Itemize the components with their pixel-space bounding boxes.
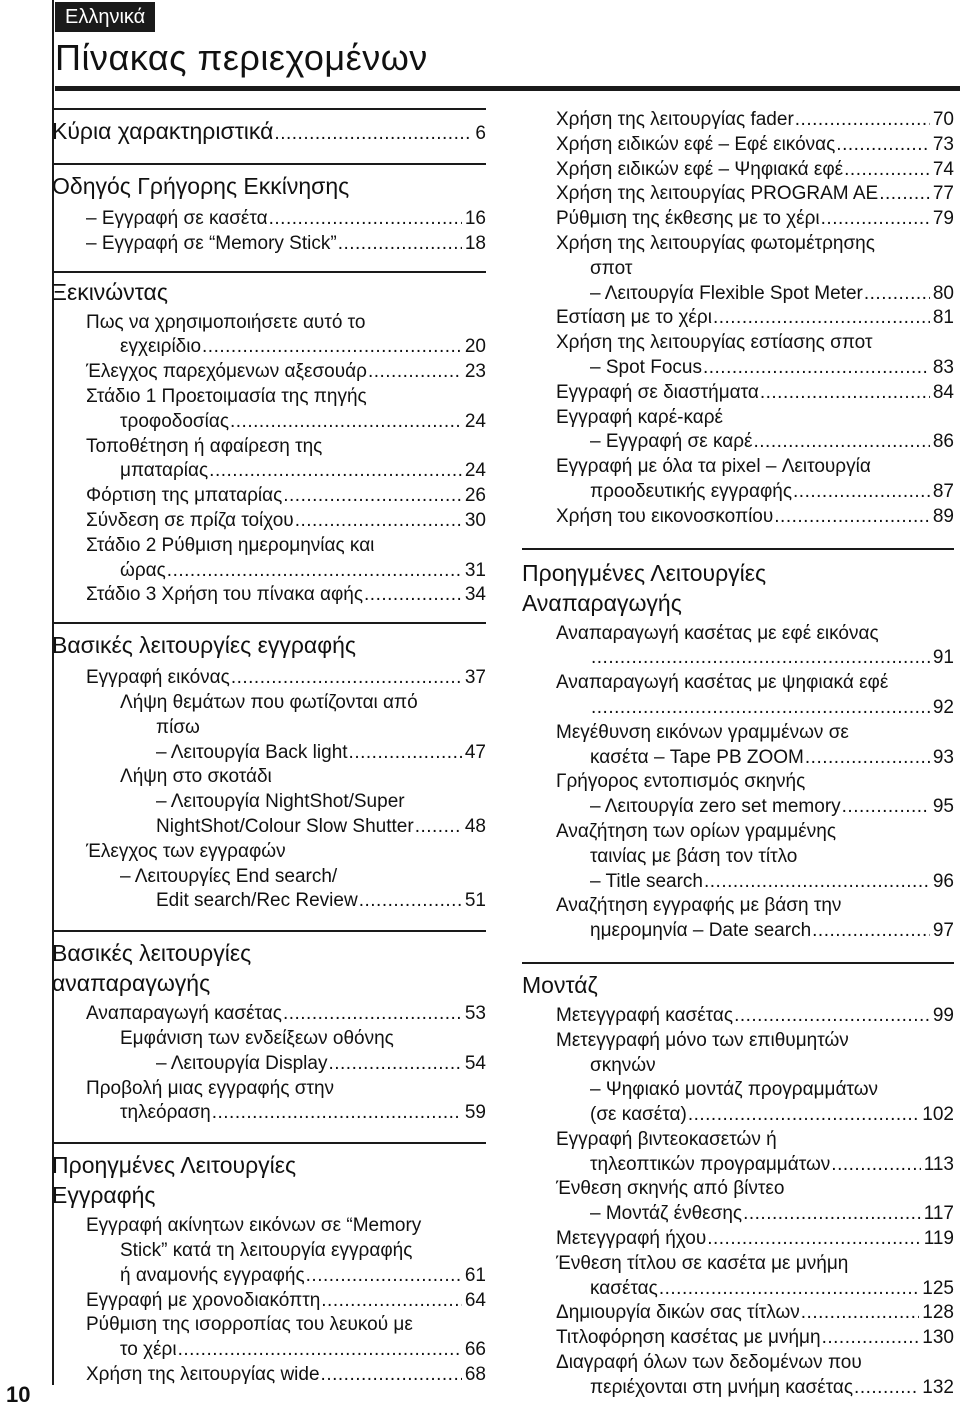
entry-text: τροφοδοσίας <box>120 410 229 432</box>
leader-dots <box>704 870 930 895</box>
entry-text: Λήψη θεμάτων που φωτίζονται από <box>120 691 418 713</box>
entry-text: Χρήση ειδικών εφέ – Εφέ εικόνας <box>556 133 836 155</box>
page-ref: 81 <box>932 307 954 329</box>
page-ref: 53 <box>464 1003 486 1025</box>
toc-entry <box>522 622 954 672</box>
leader-dots <box>306 1264 462 1289</box>
page-ref: 99 <box>932 1004 954 1026</box>
section-heading-text: Εγγραφής <box>52 1182 156 1209</box>
page-ref: 128 <box>922 1302 954 1324</box>
entry-text: – Λειτουργίες End search/ <box>120 865 338 887</box>
page-ref: 23 <box>464 361 486 383</box>
page-ref: 93 <box>932 746 954 768</box>
leader-dots <box>831 1153 920 1178</box>
page-ref: 73 <box>932 133 954 155</box>
page-ref: 79 <box>932 208 954 230</box>
toc-right-column <box>522 108 954 1401</box>
entry-text: Στάδιο 2 Ρύθμιση ημερομηνίας και <box>86 534 375 556</box>
entry-text: Χρήση ειδικών εφέ – Ψηφιακά εφέ <box>556 158 844 180</box>
leader-dots <box>591 696 930 721</box>
toc-entry <box>522 182 954 207</box>
leader-dots <box>659 1277 919 1302</box>
entry-text: Στάδιο 3 Χρήση του πίνακα αφής <box>86 584 364 606</box>
leader-dots <box>178 1338 462 1363</box>
entry-text: Ένθεση τίτλου σε κασέτα με μνήμη <box>556 1252 849 1274</box>
leader-dots <box>760 381 930 406</box>
toc-section <box>52 1142 486 1388</box>
page-ref: 102 <box>922 1104 954 1126</box>
section-heading <box>52 624 486 660</box>
entry-text: – Εγγραφή σε καρέ <box>590 431 753 453</box>
toc-section <box>52 271 486 609</box>
leader-dots <box>415 815 462 840</box>
page-ref: 24 <box>464 460 486 482</box>
entry-text: τηλεοπτικών προγραμμάτων <box>590 1153 831 1175</box>
section-heading <box>52 1144 486 1210</box>
entry-text: Αναπαραγωγή κασέτας <box>86 1003 282 1025</box>
page-ref: 66 <box>464 1339 486 1361</box>
entry-text: Δημιουργία δικών σας τίτλων <box>556 1302 800 1324</box>
page-ref: 51 <box>464 890 486 912</box>
page-ref: 97 <box>932 920 954 942</box>
page-ref: 18 <box>464 232 486 254</box>
toc-entry <box>52 484 486 509</box>
entry-text: Στάδιο 1 Προετοιμασία της πηγής <box>86 385 367 407</box>
leader-dots <box>231 666 462 691</box>
entry-text: Εγγραφή με όλα τα pixel – Λειτουργία <box>556 456 871 478</box>
toc-left-column <box>52 108 486 1388</box>
toc-entry <box>522 1202 954 1227</box>
entry-text: (σε κασέτα) <box>590 1104 687 1126</box>
leader-dots <box>844 158 930 183</box>
toc-entry <box>52 790 486 840</box>
page-ref: 24 <box>464 410 486 432</box>
page-ref: 64 <box>464 1289 486 1311</box>
toc-entry <box>522 455 954 505</box>
entry-text: Προβολή μιας εγγραφής στην <box>86 1077 335 1099</box>
entry-text: – Spot Focus <box>590 356 702 378</box>
page-ref: 91 <box>932 647 954 669</box>
toc-entry <box>52 232 486 257</box>
leader-dots <box>805 746 930 771</box>
toc-entry <box>52 1214 486 1288</box>
toc-entry <box>522 820 954 870</box>
entry-text: ή αναμονής εγγραφής <box>120 1264 305 1286</box>
entry-text: Τιτλοφόρηση κασέτας με μνήμη <box>556 1327 821 1349</box>
section-heading <box>522 550 954 618</box>
section-heading-text: Κύρια χαρακτηριστικά <box>52 118 274 144</box>
leader-dots <box>349 741 462 766</box>
page-ref: 132 <box>922 1376 954 1398</box>
entry-text: Γρήγορος εντοπισμός σκηνής <box>556 771 806 793</box>
section-heading-text: Αναπαραγωγής <box>522 589 682 616</box>
toc-entry <box>52 1052 486 1077</box>
page-ref: 84 <box>932 381 954 403</box>
entry-text: Αναπαραγωγή κασέτας με ψηφιακά εφέ <box>556 672 889 694</box>
leader-dots <box>821 207 930 232</box>
page-ref: 37 <box>464 667 486 689</box>
page-ref: 47 <box>464 741 486 763</box>
entry-text: – Title search <box>590 870 703 892</box>
leader-dots <box>688 1103 919 1128</box>
entry-text: τηλεόραση <box>120 1102 211 1124</box>
entry-text: – Μοντάζ ένθεσης <box>590 1203 743 1225</box>
toc-entry <box>522 1004 954 1029</box>
leader-dots <box>364 583 462 608</box>
entry-text: Πως να χρησιμοποιήσετε αυτό το <box>86 311 366 333</box>
leader-dots <box>167 559 462 584</box>
entry-text: Μετεγγραφή κασέτας <box>556 1004 734 1026</box>
leader-dots <box>879 182 930 207</box>
page-ref: 87 <box>932 480 954 502</box>
toc-entry <box>52 583 486 608</box>
entry-text: Σύνδεση σε πρίζα τοίχου <box>86 509 294 531</box>
toc-entry <box>522 1128 954 1178</box>
leader-dots <box>812 919 930 944</box>
entry-text: Αναπαραγωγή κασέτας με εφέ εικόνας <box>556 622 879 644</box>
section-heading-text: Βασικές λειτουργίες εγγραφής <box>52 632 357 659</box>
toc-entry <box>52 1002 486 1027</box>
entry-text: – Εγγραφή σε κασέτα <box>86 208 268 229</box>
section-heading-text: Προηγμένες Λειτουργίες <box>522 559 767 586</box>
entry-text: σκηνών <box>590 1054 656 1076</box>
section-heading-text: Προηγμένες Λειτουργίες <box>52 1152 297 1179</box>
entry-text: NightShot/Colour Slow Shutter <box>156 815 414 837</box>
toc-section <box>52 930 486 1126</box>
entry-text: Εγγραφή με χρονοδιακόπτη <box>86 1289 321 1311</box>
entry-text: Λήψη στο σκοτάδι <box>120 766 272 788</box>
toc-entry <box>522 282 954 307</box>
entry-text: Χρήση της λειτουργίας PROGRAM AE <box>556 183 879 205</box>
section-heading <box>52 932 486 998</box>
toc-entry <box>522 1351 954 1401</box>
section-heading-text: Οδηγός Γρήγορης Εκκίνησης <box>52 173 350 199</box>
entry-text: Μεγέθυνση εικόνων γραμμένων σε <box>556 721 849 743</box>
entry-text: Χρήση της λειτουργίας εστίασης σποτ <box>556 332 873 354</box>
page-number: 10 <box>6 1382 31 1407</box>
entry-text: Έλεγχος των εγγραφών <box>86 840 286 862</box>
entry-text: Εγγραφή σε διαστήματα <box>556 381 759 403</box>
toc-entry <box>522 1301 954 1326</box>
leader-dots <box>295 509 462 534</box>
toc-entry <box>52 509 486 534</box>
leader-dots <box>321 1289 462 1314</box>
leader-dots <box>753 430 929 455</box>
entry-text: Εγγραφή εικόνας <box>86 667 230 689</box>
page-ref: 59 <box>464 1102 486 1124</box>
toc-entry <box>522 207 954 232</box>
leader-dots <box>328 1052 461 1077</box>
entry-text: – Λειτουργία Display <box>156 1052 328 1074</box>
entry-text: – Εγγραφή σε “Memory Stick” <box>86 232 337 254</box>
entry-text: – Ψηφιακό μοντάζ προγραμμάτων <box>590 1079 879 1101</box>
page-ref: 16 <box>464 208 486 229</box>
entry-text: Εγγραφή ακίνητων εικόνων σε “Memory <box>86 1215 422 1237</box>
toc-entry <box>52 534 486 584</box>
toc-entry <box>522 1326 954 1351</box>
entry-text: Διαγραφή όλων των δεδομένων που <box>556 1352 862 1374</box>
page-ref: 74 <box>932 158 954 180</box>
toc-section <box>52 163 486 257</box>
page-ref: 68 <box>464 1363 486 1385</box>
entry-text: Χρήση της λειτουργίας fader <box>556 109 794 130</box>
section-heading-text: Μοντάζ <box>522 971 598 998</box>
section-heading-text: Ξεκινώντας <box>52 278 168 305</box>
toc-section <box>52 622 486 914</box>
page-ref: 70 <box>932 109 954 130</box>
toc-entry <box>522 1252 954 1302</box>
toc-section <box>52 108 486 149</box>
toc-entry <box>52 1313 486 1363</box>
page-ref: 117 <box>923 1203 954 1225</box>
toc-entry <box>522 505 954 530</box>
entry-text: Αναζήτηση εγγραφής με βάση την <box>556 895 842 917</box>
entry-text: σποτ <box>590 257 633 279</box>
page-ref: 92 <box>932 696 954 718</box>
toc-entry <box>522 356 954 381</box>
page-ref: 48 <box>464 815 486 837</box>
leader-dots <box>591 646 930 671</box>
entry-text: Ρύθμιση της ισορροπίας του λευκού με <box>86 1314 413 1336</box>
entry-text: ημερομηνία – Date search <box>590 920 812 942</box>
entry-text: προοδευτικής εγγραφής <box>590 480 793 502</box>
toc-entry <box>522 1177 954 1202</box>
entry-text: – Λειτουργία Back light <box>156 741 348 763</box>
page-title: Πίνακας περιεχομένων <box>55 37 428 78</box>
entry-text: Εγγραφή βιντεοκασετών ή <box>556 1128 777 1150</box>
entry-text: Μετεγγραφή μόνο των επιθυμητών <box>556 1029 849 1051</box>
leader-dots <box>774 505 930 530</box>
toc-entry <box>522 158 954 183</box>
toc-entry <box>522 671 954 721</box>
leader-dots <box>707 1227 920 1252</box>
section-heading-text: αναπαραγωγής <box>52 970 211 997</box>
page-ref: 6 <box>475 123 486 144</box>
leader-dots <box>283 1002 462 1027</box>
entry-text: ταινίας με βάση τον τίτλο <box>590 845 798 867</box>
toc-entry <box>522 306 954 331</box>
toc-entry <box>522 430 954 455</box>
leader-dots <box>743 1202 921 1227</box>
leader-dots <box>321 1363 462 1388</box>
leader-dots <box>269 207 462 232</box>
leader-dots <box>368 360 462 385</box>
entry-text: εγχειρίδιο <box>120 336 202 358</box>
page-ref: 61 <box>464 1264 486 1286</box>
toc-entry <box>522 1029 954 1079</box>
leader-dots <box>359 889 462 914</box>
entry-text: Έλεγχος παρεχόμενων αξεσουάρ <box>86 361 367 383</box>
toc-entry <box>522 381 954 406</box>
entry-text: κασέτα – Tape PB ZOOM <box>590 746 804 768</box>
toc-entry <box>52 1027 486 1052</box>
toc-entry <box>522 133 954 158</box>
page-ref: 54 <box>464 1052 486 1074</box>
leader-dots <box>283 484 462 509</box>
toc-entry <box>52 865 486 915</box>
toc-entry <box>52 207 486 232</box>
toc-entry <box>52 765 486 790</box>
toc-entry <box>522 894 954 944</box>
section-heading <box>522 964 954 1000</box>
page-ref: 130 <box>922 1327 954 1349</box>
leader-dots <box>836 133 930 158</box>
page-ref: 86 <box>932 431 954 453</box>
entry-text: Αναζήτηση των ορίων γραμμένης <box>556 820 836 842</box>
toc-entry <box>52 1363 486 1388</box>
page-ref: 96 <box>932 870 954 892</box>
page-ref: 89 <box>932 505 954 527</box>
entry-text: Edit search/Rec Review <box>156 890 358 912</box>
leader-dots <box>734 1004 930 1029</box>
toc-entry <box>52 385 486 435</box>
leader-dots <box>274 119 472 149</box>
page-ref: 31 <box>464 559 486 581</box>
leader-dots <box>703 356 930 381</box>
leader-dots <box>209 459 462 484</box>
toc-entry <box>52 435 486 485</box>
page-ref: 80 <box>932 282 954 304</box>
leader-dots <box>202 335 462 360</box>
page-ref: 20 <box>464 336 486 358</box>
section-heading <box>52 110 486 149</box>
toc-entry <box>522 1078 954 1128</box>
entry-text: Stick” κατά τη λειτουργία εγγραφής <box>120 1239 413 1261</box>
toc-entry <box>52 666 486 691</box>
entry-text: ώρας <box>120 559 166 581</box>
toc-entry <box>522 770 954 795</box>
leader-dots <box>338 232 462 257</box>
leader-dots <box>713 306 930 331</box>
toc-entry <box>52 1077 486 1127</box>
entry-text: μπαταρίας <box>120 460 209 482</box>
leader-dots <box>854 1376 919 1401</box>
title-rule <box>55 86 960 91</box>
entry-text: περιέχονται στη μνήμη κασέτας <box>590 1376 854 1398</box>
entry-text: Χρήση της λειτουργίας wide <box>86 1363 320 1385</box>
section-heading <box>52 165 486 201</box>
page-ref: 26 <box>464 485 486 507</box>
entry-text: Χρήση της λειτουργίας φωτομέτρησης <box>556 232 875 254</box>
entry-text: Εμφάνιση των ενδείξεων οθόνης <box>120 1027 394 1049</box>
section-heading-text: Βασικές λειτουργίες <box>52 940 252 967</box>
leader-dots <box>864 282 930 307</box>
page-ref: 77 <box>932 183 954 205</box>
toc-entry <box>522 108 954 133</box>
toc-entry <box>522 795 954 820</box>
toc-section <box>522 108 954 530</box>
page-ref: 119 <box>923 1228 954 1250</box>
section-heading <box>52 273 486 307</box>
entry-text: Τοποθέτηση ή αφαίρεση της <box>86 435 323 457</box>
toc-section <box>522 548 954 944</box>
entry-text: Χρήση του εικονοσκοπίου <box>556 505 774 527</box>
entry-text: Εστίαση με το χέρι <box>556 307 712 329</box>
entry-text: πίσω <box>156 716 200 738</box>
leader-dots <box>842 795 930 820</box>
page-ref: 30 <box>464 509 486 531</box>
toc-entry <box>52 840 486 865</box>
entry-text: Φόρτιση της μπαταρίας <box>86 485 283 507</box>
leader-dots <box>793 480 930 505</box>
page-ref: 125 <box>922 1277 954 1299</box>
leader-dots <box>822 1326 920 1351</box>
toc-entry <box>522 232 954 282</box>
entry-text: Εγγραφή καρέ-καρέ <box>556 406 724 428</box>
toc-entry <box>522 1227 954 1252</box>
page-ref: 34 <box>464 584 486 606</box>
leader-dots <box>212 1101 462 1126</box>
toc-entry <box>52 741 486 766</box>
toc-entry <box>522 406 954 431</box>
entry-text: Ένθεση σκηνής από βίντεο <box>556 1178 785 1200</box>
leader-dots <box>230 410 462 435</box>
toc-section <box>522 962 954 1401</box>
toc-entry <box>52 1289 486 1314</box>
toc-entry <box>522 721 954 771</box>
toc-entry <box>52 311 486 361</box>
entry-text: το χέρι <box>120 1339 177 1361</box>
page-ref: 83 <box>932 356 954 378</box>
leader-dots <box>795 108 930 133</box>
entry-text: – Λειτουργία zero set memory <box>590 796 841 818</box>
leader-dots <box>801 1301 920 1326</box>
page-ref: 113 <box>923 1153 954 1175</box>
toc-entry <box>522 331 954 356</box>
entry-text: κασέτας <box>590 1277 658 1299</box>
language-tab: Ελληνικά <box>55 2 155 32</box>
page-ref: 95 <box>932 796 954 818</box>
entry-text: Μετεγγραφή ήχου <box>556 1228 707 1250</box>
entry-text: – Λειτουργία NightShot/Super <box>156 791 405 813</box>
entry-text: Ρύθμιση της έκθεσης με το χέρι <box>556 208 820 230</box>
toc-entry <box>52 691 486 741</box>
toc-entry <box>522 870 954 895</box>
entry-text: – Λειτουργία Flexible Spot Meter <box>590 282 863 304</box>
toc-entry <box>52 360 486 385</box>
